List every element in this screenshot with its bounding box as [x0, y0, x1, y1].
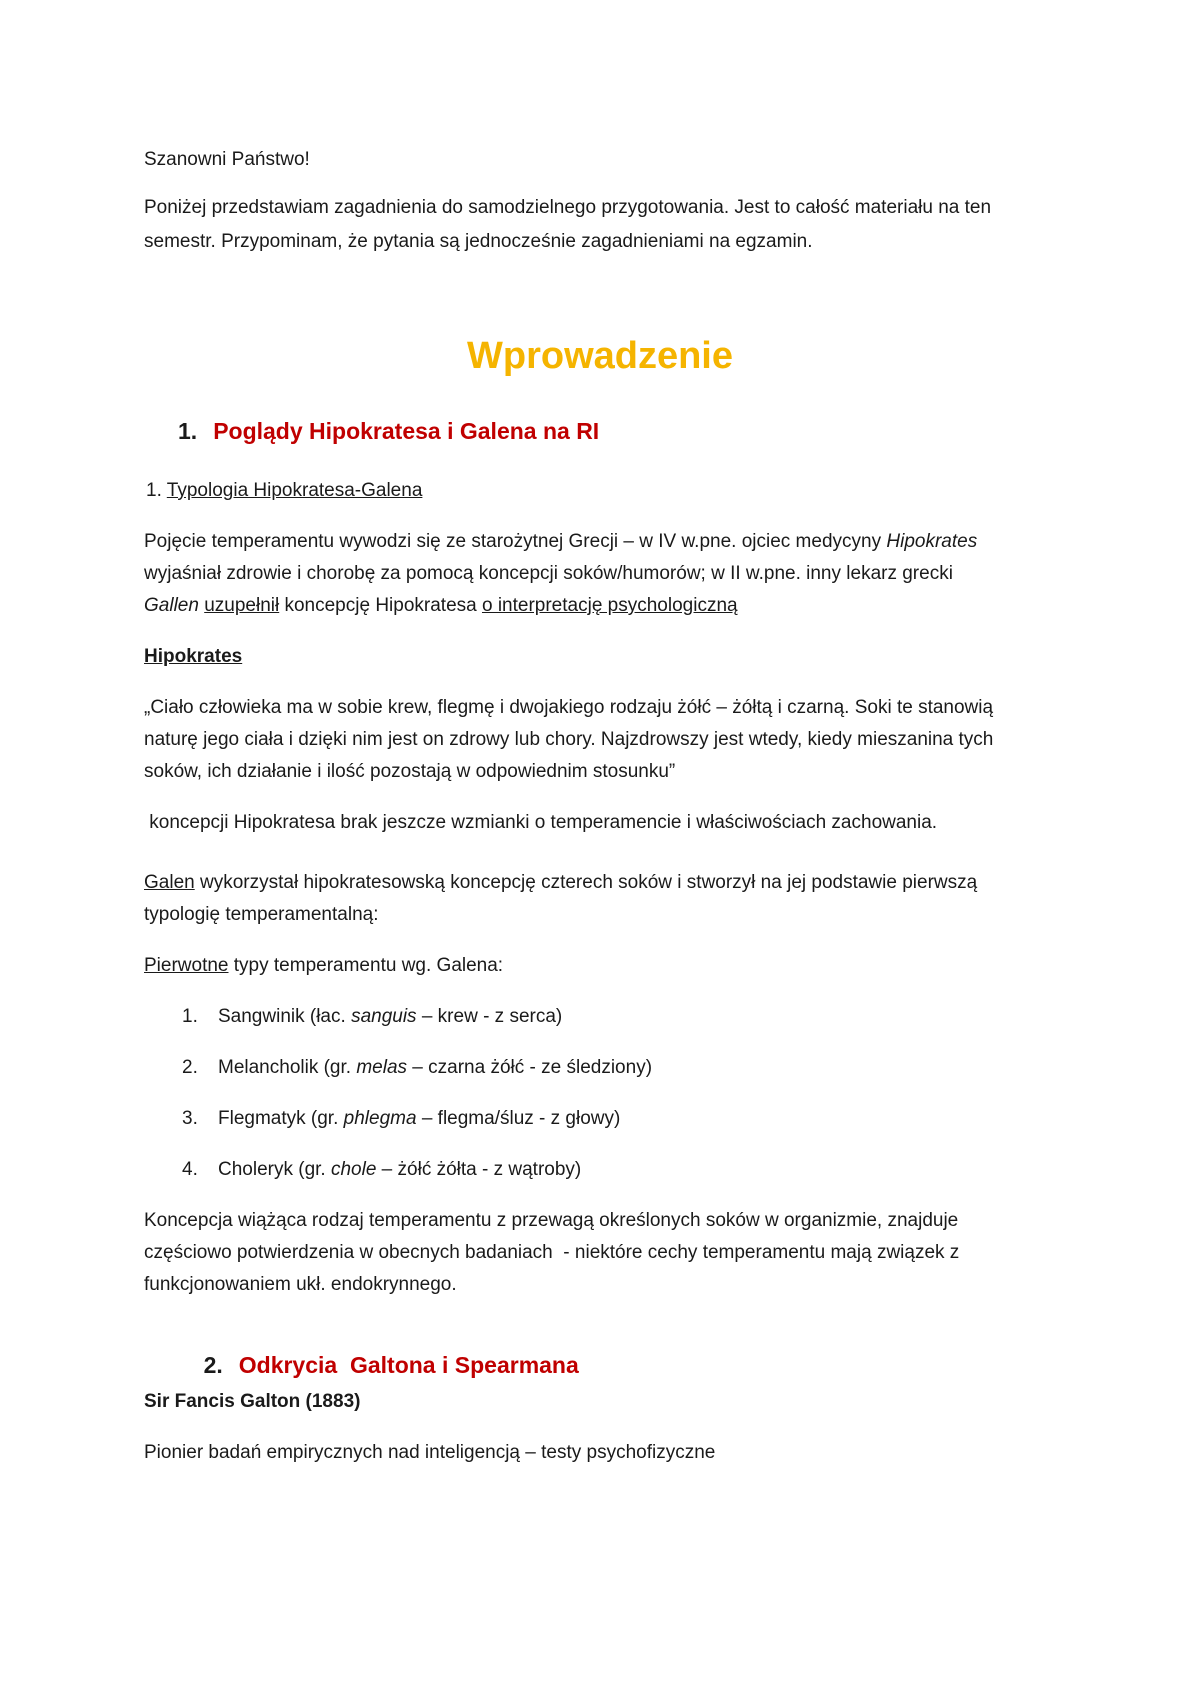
list-item [182, 1001, 562, 1033]
list-item-text: Flegmatyk (gr. [218, 1108, 344, 1129]
para1-line-1 [144, 526, 1064, 558]
list-item-text: Choleryk (gr. [218, 1159, 331, 1180]
galton-text: Pionier badań empirycznych nad inteligencją – testy psychofizyczne [144, 1442, 716, 1463]
list-item [182, 1103, 620, 1135]
section-2-label: Odkrycia Galtona i Spearmana [238, 1352, 579, 1378]
quote-line-3: soków, ich działanie i ilość pozostają w odpowiednim stosunku” [144, 761, 676, 782]
list-item-text: – czarna żółć - ze śledziony) [407, 1057, 653, 1078]
subheading-typology [146, 475, 1066, 507]
list-item-number: 3. [182, 1108, 198, 1129]
para1-uzupelnil: uzupełnił [204, 595, 280, 616]
subheading-text: Typologia Hipokratesa-Galena [166, 480, 423, 501]
para1-line-3-text: koncepcję Hipokratesa [279, 595, 482, 616]
galen-line-1 [144, 867, 1064, 899]
galton-heading: Sir Fancis Galton (1883) [144, 1391, 361, 1412]
intro-line-1: Poniżej przedstawiam zagadnienia do samodzielnego przygotowania. Jest to całość materiału na ten [144, 197, 992, 218]
hipokrates-heading: Hipokrates [144, 646, 243, 667]
types-intro [144, 950, 1064, 982]
list-item-text: Melancholik (gr. [218, 1057, 357, 1078]
list-item-text: – flegma/śluz - z głowy) [416, 1108, 621, 1129]
list-item-term: melas [356, 1057, 408, 1078]
intro-line-2: semestr. Przypominam, że pytania są jednocześnie zagadnieniami na egzamin. [144, 231, 813, 252]
section-1-heading [178, 418, 599, 445]
list-item-text: Sangwinik (łac. [218, 1006, 352, 1027]
para1-gallen-term: Gallen [144, 595, 199, 616]
conclusion-line-2: częściowo potwierdzenia w obecnych badaniach - niektóre cechy temperamentu mają związek z [144, 1242, 960, 1263]
list-item-number: 4. [182, 1159, 198, 1180]
para1-line-3 [144, 590, 1064, 622]
list-item-number: 2. [182, 1057, 198, 1078]
list-item-text: – krew - z serca) [416, 1006, 563, 1027]
types-intro-text: typy temperamentu wg. Galena: [228, 955, 504, 976]
section-2-number: 2. [203, 1352, 223, 1378]
galen-line-1-text: wykorzystał hipokratesowską koncepcję czterech soków i stworzył na jej podstawie pierwszą [194, 872, 978, 893]
para1-interpretation: o interpretację psychologiczną [481, 595, 738, 616]
quote-line-2: naturę jego ciała i dzięki nim jest on zdrowy lub chory. Najzdrowszy jest wtedy, kiedy mieszanina tych [144, 729, 994, 750]
list-item-term: phlegma [343, 1108, 417, 1129]
list-item [182, 1154, 581, 1186]
para1-line-1-text: Pojęcie temperamentu wywodzi się ze starożytnej Grecji – w IV w.pne. ojciec medycyny [144, 531, 887, 552]
conclusion-line-3: funkcjonowaniem ukł. endokrynnego. [144, 1274, 457, 1295]
subheading-number: 1. [146, 480, 162, 501]
list-item-term: sanguis [351, 1006, 417, 1027]
list-item [182, 1052, 652, 1084]
galen-name: Galen [144, 872, 195, 893]
page-title: Wprowadzenie [466, 335, 734, 377]
para1-hipokrates-term: Hipokrates [886, 531, 978, 552]
list-item-number: 1. [182, 1006, 198, 1027]
types-intro-underlined: Pierwotne [144, 955, 229, 976]
quote-line-1: „Ciało człowieka ma w sobie krew, flegmę i dwojakiego rodzaju żółć – żółtą i czarną. Soki te stanowią [144, 697, 994, 718]
list-item-term: chole [330, 1159, 377, 1180]
para1-line-2: wyjaśniał zdrowie i chorobę za pomocą koncepcji soków/humorów; w II w.pne. inny lekarz grecki [144, 563, 953, 584]
hipokrates-note: koncepcji Hipokratesa brak jeszcze wzmianki o temperamencie i właściwościach zachowania. [144, 812, 938, 833]
conclusion-line-1: Koncepcja wiążąca rodzaj temperamentu z przewagą określonych soków w organizmie, znajduje [144, 1210, 959, 1231]
galen-line-2: typologię temperamentalną: [144, 904, 379, 925]
section-1-number: 1. [178, 418, 198, 444]
section-1-label: Poglądy Hipokratesa i Galena na RI [213, 418, 600, 444]
greeting: Szanowni Państwo! [144, 149, 310, 170]
list-item-text: – żółć żółta - z wątroby) [376, 1159, 582, 1180]
